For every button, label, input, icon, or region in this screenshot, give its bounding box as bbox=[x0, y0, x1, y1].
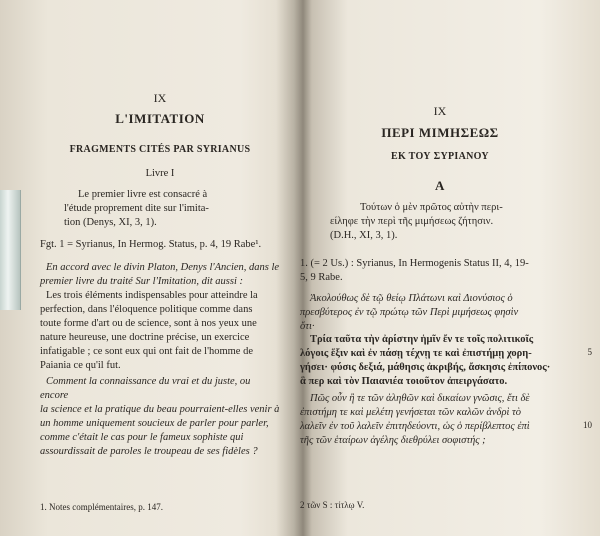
text-line: infatigable ; ce sont eux qui ont fait de l'homme de bbox=[40, 346, 253, 357]
text-line: ἐπιστήμη τε καὶ μελέτη γενήσεται τῶν καλῶν ἀνδρὶ τὸ bbox=[300, 407, 522, 418]
text-line: la science et la pratique du beau pourraient-elles venir à bbox=[40, 404, 280, 415]
text-line: λαλεῖν ἐν τοῦ λαλεῖν ἐπιτηδεύοντι, ὡς ὁ περίβλεπτος ἐπὶ bbox=[300, 421, 530, 432]
left-page bbox=[40, 0, 280, 536]
text-line: nature heureuse, une doctrine précise, un exercice bbox=[40, 332, 250, 343]
text-line: En accord avec le divin Platon, Denys l'Ancien, dans le bbox=[46, 262, 280, 273]
chapter-subtitle: FRAGMENTS CITÉS PAR SYRIANUS bbox=[69, 144, 251, 155]
chapter-title-greek: ΠΕΡΙ ΜΙΜΗΣΕΩΣ bbox=[381, 125, 499, 140]
text-line: perfection, dans l'éloquence politique comme dans bbox=[40, 304, 253, 315]
intro-line: (D.H., XI, 3, 1). bbox=[330, 230, 398, 241]
right-page bbox=[300, 0, 592, 536]
text-line: πρεσβύτερος ἐν τῷ πρώτῳ τῶν Περὶ μιμήσεως φησὶν bbox=[300, 307, 519, 318]
chapter-title: L'IMITATION bbox=[115, 111, 205, 126]
paragraph-1 bbox=[40, 261, 280, 373]
fragment-reference: Fgt. 1 = Syrianus, In Hermog. Status, p. 4, 19 Rabe¹. bbox=[40, 239, 262, 250]
text-line: λόγοις ἕξιν καὶ ἐν πάσῃ τέχνῃ τε καὶ ἐπιστήμῃ χορη- bbox=[300, 348, 532, 359]
text-line: un homme uniquement soucieux de parler pour parler, bbox=[40, 418, 269, 429]
text-line: assourdissait de paroles le troupeau de ses fidèles ? bbox=[40, 446, 258, 457]
text-line: ὅτι· bbox=[300, 321, 315, 332]
greek-paragraph-1 bbox=[300, 292, 580, 334]
chapter-number: IX bbox=[433, 104, 447, 118]
text-line: Τρία ταῦτα τὴν ἀρίστην ἡμῖν ἔν τε τοῖς πολιτικοῖς bbox=[310, 334, 534, 345]
intro-text bbox=[64, 188, 279, 230]
text-line: premier livre du traité Sur l'Imitation, dit aussi : bbox=[40, 276, 243, 287]
text-line: ἃ περ καὶ τὸν Παιανιέα τοιοῦτον ἀπειργάσατο. bbox=[300, 376, 508, 387]
text-line: comme c'était le cas pour le fameux sophiste qui bbox=[40, 432, 244, 443]
intro-line: l'étude proprement dite sur l'imita- bbox=[64, 203, 209, 214]
intro-line: Τούτων ὁ μὲν πρῶτος αὐτὴν περι- bbox=[360, 202, 503, 213]
text-line: Ἀκολούθως δὲ τῷ θείῳ Πλάτωνι καὶ Διονύσιος ὁ bbox=[310, 293, 513, 304]
intro-line: tion (Denys, XI, 3, 1). bbox=[64, 217, 157, 228]
text-line: 1. (= 2 Us.) : Syrianus, In Hermogenis Status II, 4, 19- bbox=[300, 258, 529, 269]
greek-paragraph-3 bbox=[300, 392, 580, 448]
chapter-subtitle-greek: ΕΚ ΤΟΥ ΣΥΡΙΑΝΟΥ bbox=[391, 151, 489, 162]
text-line: Paiania ce qu'il fut. bbox=[40, 360, 121, 371]
line-number: 5 bbox=[587, 347, 592, 357]
greek-paragraph-2 bbox=[300, 333, 580, 389]
footnote: 1. Notes complémentaires, p. 147. bbox=[40, 502, 163, 512]
book-letter: Α bbox=[435, 178, 445, 193]
glass-page-weight bbox=[0, 190, 21, 310]
text-line: 5, 9 Rabe. bbox=[300, 272, 343, 283]
intro-line: Le premier livre est consacré à bbox=[78, 189, 208, 200]
intro-line: είληφε τὴν περὶ τῆς μιμήσεως ζήτησιν. bbox=[330, 216, 494, 227]
text-line: Comment la connaissance du vrai et du juste, ou encore bbox=[40, 376, 251, 401]
text-line: toute forme d'art ou de science, sont à nos yeux une bbox=[40, 318, 257, 329]
fragment-reference-greek bbox=[300, 257, 580, 285]
book-label: Livre I bbox=[145, 168, 175, 179]
intro-text-greek bbox=[330, 201, 580, 243]
text-line: τῆς τῶν ἑταίρων ἀγέλης διεθρύλει σοφιστής ; bbox=[300, 435, 486, 446]
text-line: Les trois éléments indispensables pour atteindre la bbox=[46, 290, 258, 301]
apparatus-footnote: 2 τῶν S : τίτλῳ V. bbox=[300, 500, 365, 510]
chapter-number: IX bbox=[153, 91, 167, 105]
text-line: γήσει· φύσις δεξιά, μάθησις ἀκριβής, ἄσκησις ἐπίπονος· bbox=[300, 362, 551, 373]
line-number: 10 bbox=[583, 420, 592, 430]
paragraph-2 bbox=[40, 375, 280, 459]
text-line: Πῶς οὖν ἢ τε τῶν ἀληθῶν καὶ δικαίων γνῶσις, ἔτι δὲ bbox=[310, 393, 530, 404]
